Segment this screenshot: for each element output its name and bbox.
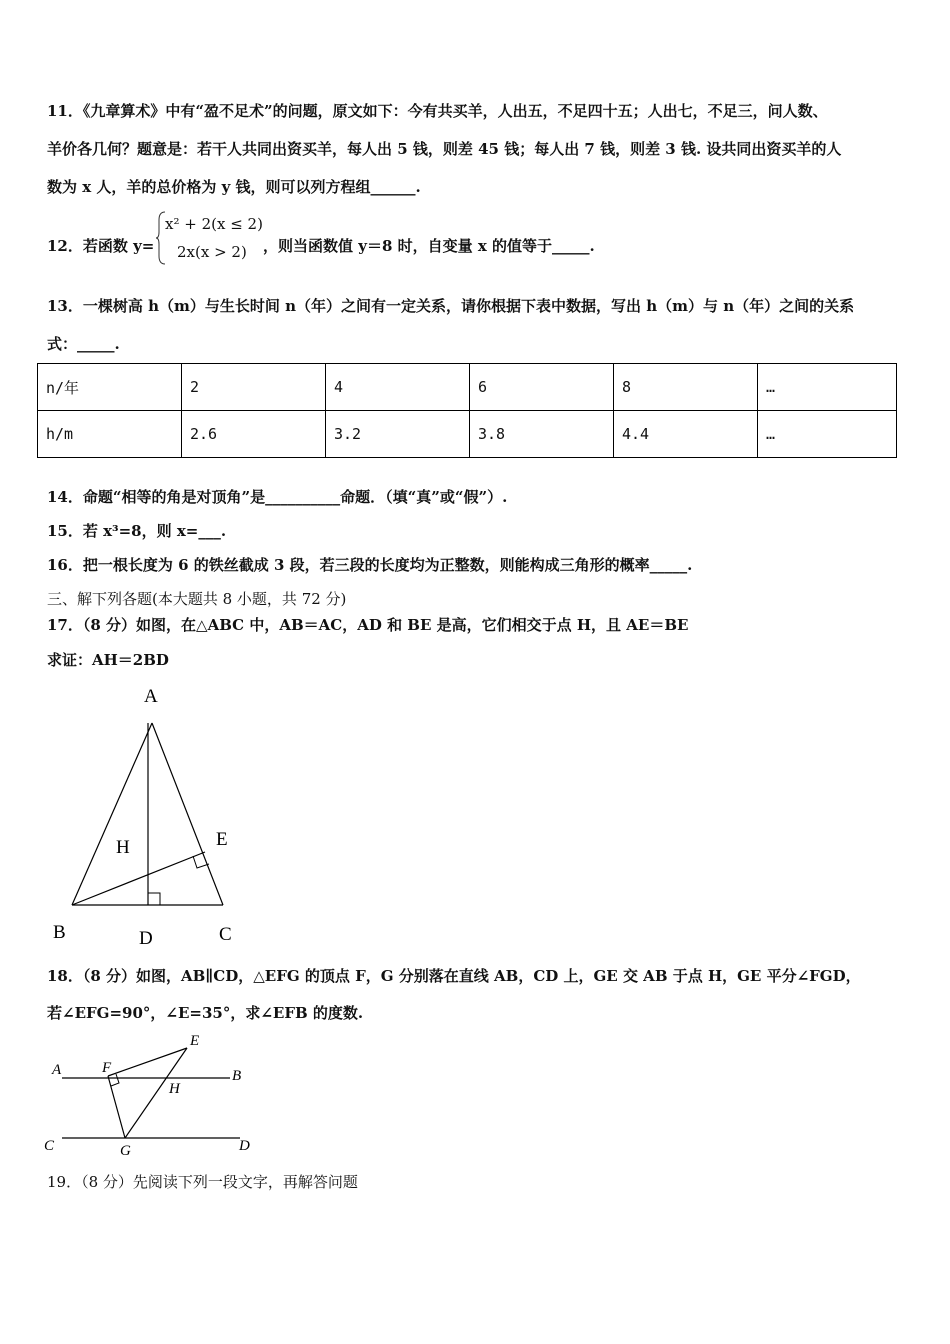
section-heading: 三、解下列各题(本大题共 8 小题，共 72 分) xyxy=(47,590,347,608)
table-cell: 2 xyxy=(182,364,326,411)
q18-line2: 若∠EFG=90°，∠E=35°，求∠EFB 的度数. xyxy=(47,1004,364,1022)
table-cell: 3.2 xyxy=(326,411,470,458)
table-cell: 4.4 xyxy=(614,411,758,458)
triangle-figure xyxy=(45,680,255,950)
q12-prefix: 12．若函数 y= xyxy=(47,237,155,255)
q17-line2: 求证：AH＝2BD xyxy=(47,651,169,669)
q11-line3: 数为 x 人，羊的总价格为 y 钱，则可以列方程组______. xyxy=(47,178,421,196)
q11-line2: 羊价各几何？题意是：若干人共同出资买羊，每人出 5 钱，则差 45 钱；每人出 7 钱，则差 3 钱. 设共同出资买羊的人 xyxy=(47,140,842,158)
label-h: H xyxy=(169,1081,180,1097)
label-g: G xyxy=(120,1143,131,1158)
table-row xyxy=(38,364,897,411)
table-cell: … xyxy=(758,411,897,458)
q13-line1: 13．一棵树高 h（m）与生长时间 n（年）之间有一定关系，请你根据下表中数据，写出 h（m）与 n（年）之间的关系 xyxy=(47,297,855,315)
table-row xyxy=(38,411,897,458)
label-c: C xyxy=(219,924,232,945)
data-table xyxy=(37,363,897,458)
right-angle-f-icon xyxy=(111,1074,119,1086)
q19: 19．（8 分）先阅读下列一段文字，再解答问题 xyxy=(47,1173,358,1191)
table-cell: … xyxy=(758,364,897,411)
table-cell: h/m xyxy=(38,411,182,458)
table-cell: 4 xyxy=(326,364,470,411)
q16: 16．把一根长度为 6 的铁丝截成 3 段，若三段的长度均为正整数，则能构成三角形的概率_____. xyxy=(47,556,693,574)
table-cell: 8 xyxy=(614,364,758,411)
q13-line2: 式：_____. xyxy=(47,335,120,353)
right-angle-d-icon xyxy=(148,893,160,905)
table-cell: n/年 xyxy=(38,364,182,411)
table-cell: 3.8 xyxy=(470,411,614,458)
q12-case2: 2x(x > 2) xyxy=(177,243,247,261)
side-fe xyxy=(108,1048,187,1076)
label-a: A xyxy=(144,686,158,707)
label-f: F xyxy=(102,1060,112,1076)
q14: 14．命题“相等的角是对顶角”是__________命题．（填“真”或“假”）. xyxy=(47,488,508,506)
q15: 15．若 x³=8，则 x=___. xyxy=(47,522,227,540)
label-b: B xyxy=(53,922,66,943)
q12-case1: x² + 2(x ≤ 2) xyxy=(165,215,263,233)
label-b: B xyxy=(232,1068,242,1084)
q12-piecewise xyxy=(155,210,275,266)
label-e: E xyxy=(216,829,228,850)
table-cell: 6 xyxy=(470,364,614,411)
table-cell: 2.6 xyxy=(182,411,326,458)
side-fg xyxy=(108,1076,125,1138)
label-a: A xyxy=(52,1062,62,1078)
label-d: D xyxy=(239,1138,250,1154)
q11-line1: 11．《九章算术》中有“盈不足术”的问题，原文如下：今有共买羊，人出五，不足四十五；人出七，不足三，问人数、 xyxy=(47,102,828,120)
label-d: D xyxy=(139,928,153,949)
label-h: H xyxy=(116,837,130,858)
q18-line1: 18．（8 分）如图，AB∥CD，△EFG 的顶点 F，G 分别落在直线 AB，CD 上，GE 交 AB 于点 H，GE 平分∠FGD， xyxy=(47,967,861,985)
parallel-lines-figure xyxy=(40,1028,260,1158)
side-ac xyxy=(152,723,223,905)
q17-line1: 17．（8 分）如图，在△ABC 中，AB＝AC，AD 和 BE 是高，它们相交于点 H，且 AE＝BE xyxy=(47,616,689,634)
q12-suffix: ，则当函数值 y＝8 时，自变量 x 的值等于_____. xyxy=(263,237,595,255)
label-c: C xyxy=(44,1138,55,1154)
label-e: E xyxy=(190,1033,200,1049)
